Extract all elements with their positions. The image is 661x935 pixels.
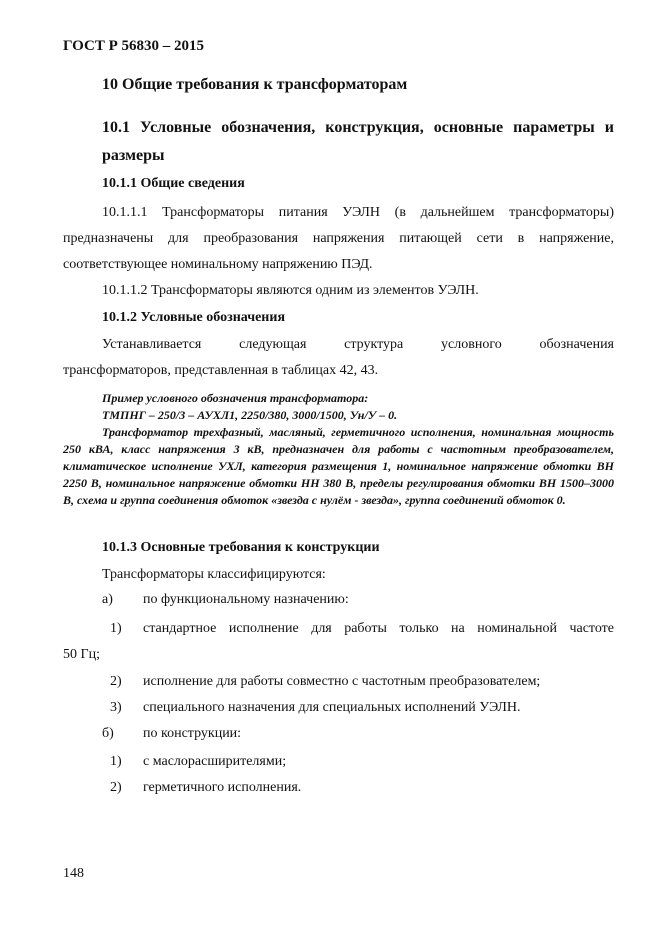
list-item-marker: 2) (110, 780, 122, 795)
list-item-text: специального назначения для специальных исполнений УЭЛН. (143, 700, 521, 715)
paragraph-10-1-1-1-line-1: 10.1.1.1 Трансформаторы питания УЭЛН (в дальнейшем трансформаторы) (102, 205, 614, 220)
list-marker-b: б) (102, 726, 114, 741)
list-item-marker: 3) (110, 700, 122, 715)
paragraph-10-1-1-1-line-3: соответствующее номинальному напряжению ПЭД. (63, 257, 373, 272)
subsection-title: 10.1 Условные обозначения, конструкция, основные параметры и размеры (102, 119, 614, 164)
list-group-label-b: по конструкции: (143, 726, 242, 741)
list-group-label-a: по функциональному назначению: (143, 592, 349, 607)
subsection-1-1-title: 10.1.1 Общие сведения (102, 176, 245, 191)
list-item-marker: 2) (110, 674, 122, 689)
list-item-text: герметичного исполнения. (143, 780, 302, 795)
paragraph-10-1-1-1-line-2: предназначены для преобразования напряжения питающей сети в напряжение, (63, 231, 614, 246)
section-title: 10 Общие требования к трансформаторам (102, 76, 408, 93)
list-item-continuation: 50 Гц; (63, 647, 100, 662)
example-code: ТМПНГ – 250/3 – АУХЛ1, 2250/380, 3000/1500, Ун/У – 0. (102, 408, 398, 422)
subsection-1-3-title: 10.1.3 Основные требования к конструкции (102, 540, 380, 555)
page-number: 148 (63, 866, 84, 881)
list-marker-a: а) (102, 592, 113, 607)
example-caption: Пример условного обозначения трансформатора: (102, 391, 369, 405)
list-item-text: с маслорасширителями; (143, 754, 287, 769)
list-item-marker: 1) (110, 621, 122, 636)
classification-intro: Трансформаторы классифицируются: (102, 567, 326, 582)
paragraph-10-1-1-2: 10.1.1.2 Трансформаторы являются одним из элементов УЭЛН. (102, 283, 479, 298)
paragraph-structure-line-1: Устанавливается следующая структура условного обозначения (102, 337, 614, 352)
document-header-id: ГОСТ Р 56830 – 2015 (63, 38, 205, 54)
example-description: Трансформатор трехфазный, масляный, герметичного исполнения, номинальная мощность 250 кВА, класс напряжения 3 кВ, предназначен для работы с частотным преобразователем, климатическое исполнение УХЛ, категория размещения 1, номинальное напряжение обмотки ВН 2250 В, номинальное напряжение обмотки НН 380 В, пределы регулирования обмотки ВН 1500–3000 В, схема и группа соединения обмоток «звезда с нулём - звезда», группа соединений обмоток 0. (63, 425, 614, 507)
list-item-marker: 1) (110, 754, 122, 769)
subsection-1-2-title: 10.1.2 Условные обозначения (102, 310, 286, 325)
paragraph-structure-line-2: трансформаторов, представленная в таблицах 42, 43. (63, 363, 379, 378)
list-item-text: стандартное исполнение для работы только на номинальной частоте (143, 621, 614, 636)
list-item-text: исполнение для работы совместно с частотным преобразователем; (143, 674, 541, 689)
